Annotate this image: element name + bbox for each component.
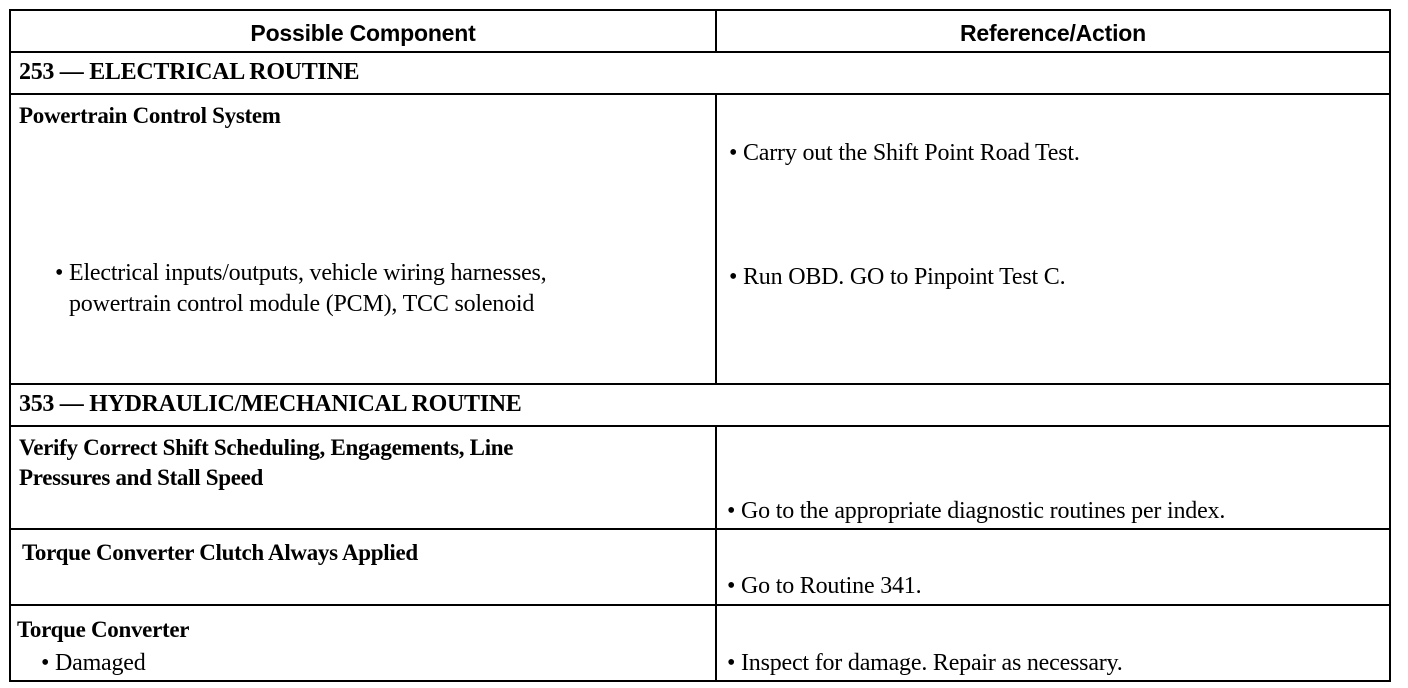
section-row-electrical bbox=[11, 53, 1389, 95]
bullet-icon: • bbox=[729, 264, 738, 290]
action-item: • Run OBD. GO to Pinpoint Test C. bbox=[729, 262, 1065, 293]
component-cell bbox=[11, 606, 717, 680]
section-row-hydraulic bbox=[11, 385, 1389, 427]
action-cell bbox=[717, 95, 1389, 383]
action-cell bbox=[717, 427, 1389, 528]
bullet-icon: • bbox=[727, 573, 736, 599]
table-row-torque-converter bbox=[11, 606, 1389, 680]
component-bullet-item: • Electrical inputs/outputs, vehicle wiring harnesses, powertrain control module (PCM), TCC solenoid bbox=[55, 260, 547, 317]
table-row-shift-scheduling bbox=[11, 427, 1389, 530]
header-row bbox=[11, 11, 1389, 53]
bullet-icon: • bbox=[55, 260, 64, 286]
component-title: Powertrain Control System bbox=[19, 103, 281, 128]
component-cell bbox=[11, 95, 717, 383]
component-cell bbox=[11, 427, 717, 528]
component-title: Verify Correct Shift Scheduling, Engagements, Line Pressures and Stall Speed bbox=[19, 435, 514, 490]
component-bullet-item: • Damaged bbox=[41, 648, 146, 679]
action-item: • Go to Routine 341. bbox=[727, 571, 921, 602]
bullet-icon: • bbox=[41, 650, 50, 676]
table-row-powertrain bbox=[11, 95, 1389, 385]
action-item: • Go to the appropriate diagnostic routines per index. bbox=[727, 496, 1225, 527]
bullet-icon: • bbox=[727, 498, 736, 524]
header-possible-component: Possible Component bbox=[11, 11, 717, 51]
bullet-icon: • bbox=[729, 140, 738, 166]
component-cell bbox=[11, 530, 717, 604]
action-cell bbox=[717, 530, 1389, 604]
header-reference-action: Reference/Action bbox=[960, 20, 1146, 46]
bullet-icon: • bbox=[727, 650, 736, 676]
action-item: • Carry out the Shift Point Road Test. bbox=[729, 138, 1080, 169]
section-title-electrical: 253 — ELECTRICAL ROUTINE bbox=[19, 59, 360, 85]
component-title: Torque Converter bbox=[17, 617, 190, 642]
section-title-hydraulic: 353 — HYDRAULIC/MECHANICAL ROUTINE bbox=[19, 391, 522, 417]
action-cell bbox=[717, 606, 1389, 680]
component-title: Torque Converter Clutch Always Applied bbox=[22, 540, 418, 565]
diagnostic-table bbox=[9, 9, 1391, 682]
action-item: • Inspect for damage. Repair as necessary. bbox=[727, 648, 1123, 679]
table-row-tcc-applied bbox=[11, 530, 1389, 606]
